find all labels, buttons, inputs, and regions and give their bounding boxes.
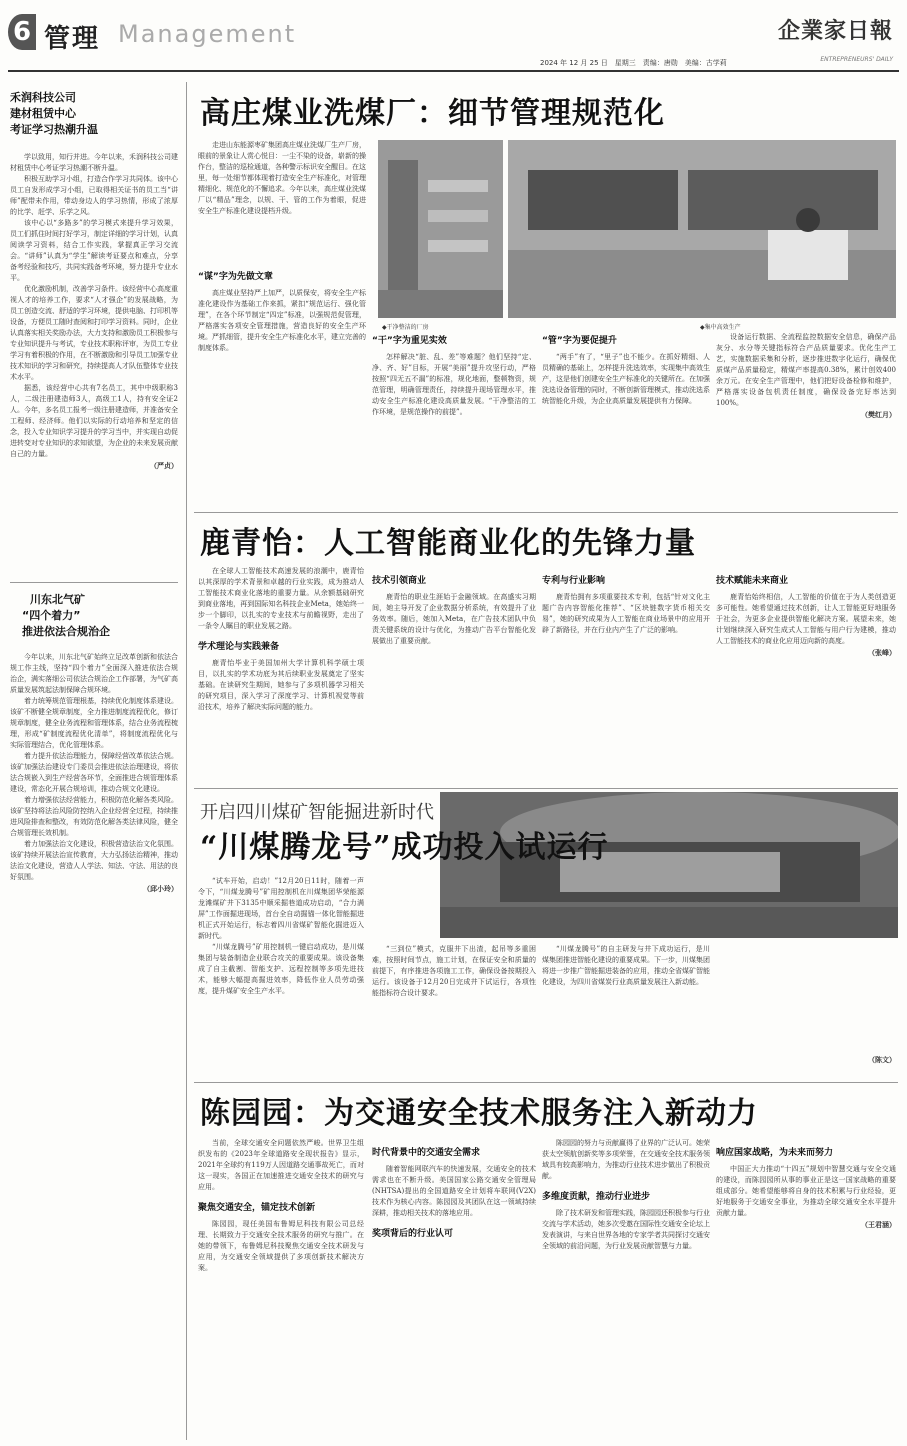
side-article-1 xyxy=(10,90,178,580)
photo-caption: ◆集中高效生产 xyxy=(700,324,741,331)
article-4-headline: 陈园园：为交通安全技术服务注入新动力 xyxy=(200,1096,758,1131)
side-article-1-title-3: 考证学习热潮升温 xyxy=(10,123,98,136)
article-3-col-3 xyxy=(542,944,710,1078)
article-3-headline: “川煤腾龙号”成功投入试运行 xyxy=(200,830,609,865)
paragraph: 该中心以“多路多”的学习模式来提升学习效果，员工们抓住时间打好学习，制定详细的学习计划，认真阅读学习资料，结合工作实践，掌握真正学习交流会。“讲师”认真为“学生”解读考证要点和难点，分享备考经验和技巧，共同实践备考环境，努力提升专业水平。 xyxy=(10,219,178,282)
paragraph: 积极互助学习小组，打造合作学习共同体。该中心员工自发形成学习小组，已取得相关证书的员工当“讲师”配带未作用，带动身边人的学习热情，形成了浓厚的比学、赶学、乐学之风。 xyxy=(10,175,178,216)
side-article-1-title-1: 禾润科技公司 xyxy=(10,91,76,104)
section-title: 管理 xyxy=(44,24,101,54)
paragraph: 随着智能网联汽车的快速发展，交通安全的技术需求也在不断升级。美国国家公路交通安全管理局(NHTSA)提出的全国道路安全计划将车联网(V2X)技术作为核心内容。陈园园及其团队在这一领域持续深耕，推动相关技术的落地应用。 xyxy=(372,1165,536,1217)
header-rule xyxy=(8,70,899,72)
subheading: 聚焦交通安全，锚定技术创新 xyxy=(198,1203,316,1213)
page-number: 6 xyxy=(8,14,36,50)
paragraph: “三到位”模式，克服井下出渣，起吊等多重困难，按照时间节点，施工计划，在保证安全和质量的前提下，有序推进各项施工工作，确保设备按期投入运行。该设备于12月20日完成井下试运行，各项性能指标符合设计要求。 xyxy=(372,945,536,997)
subheading: 多维度贡献，推动行业进步 xyxy=(542,1192,651,1202)
subheading: 响应国家战略，为未来而努力 xyxy=(716,1148,834,1158)
paragraph: 学以致用，知行并进。今年以来，禾润科技公司建材租赁中心考证学习热潮不断升温。 xyxy=(10,153,178,172)
paragraph: 据悉，该经营中心共有7名员工，其中中级职称3人，二级注册建造师3人，高级工1人，持有安全证2人。今年，多名员工报考一级注册建造师，并准备安全工程师、经济师。他们以实际的行动培养和坚定的信念，投入专业知识学习提升的学习当中，并实现自动促进转变对专业知识的求知欲望，为企业的未来发展贡献自己的力量。 xyxy=(10,384,178,458)
byline: （张峰） xyxy=(868,648,896,657)
article-2-col-2 xyxy=(372,566,536,784)
article-1-col-3 xyxy=(542,332,710,510)
subheading: 专利与行业影响 xyxy=(542,576,606,586)
paragraph: “两手”有了，“里子”也不能少。在抓好精细、人员精确的基础上，怎样提升洗选效率，实现集中高效生产，这是他们创建安全生产标准化的关键所在。在加强洗选设备管理的同时，不断创新管理模式，推动洗选系统智能化升级，为企业高质量发展提供有力保障。 xyxy=(542,353,710,405)
article-3-col-2 xyxy=(372,944,536,1078)
subheading: “干”字为重见实效 xyxy=(372,336,447,346)
control-room-photo xyxy=(508,140,896,318)
paragraph: 走进山东能源枣矿集团高庄煤业洗煤厂生产厂房，眼前的景象让人赏心悦目：一尘不染的设备，崭新的操作台，整洁的巡检通道，各种警示标识安全醒目。在这里，每一处细节都体现着打造安全生产标准化，对管理精细化、规范化的不懈追求。今年以来，高庄煤业洗煤厂以“精品”理念，以规、干、管的工作为着眼，促进安全生产标准化建设提档升级。 xyxy=(198,141,366,215)
article-3-kicker: 开启四川煤矿智能掘进新时代 xyxy=(200,802,434,823)
divider xyxy=(194,1082,898,1083)
paragraph: 今年以来，川东北气矿始终立足改革创新和依法合规工作主线，坚持“四个着力”全面深入推进依法合规治企，满实落细公司依法合规治企工作部署，为气矿高质量发展筑起法制保障合规环境。 xyxy=(10,653,178,694)
paragraph: 中国正大力推动“十四五”规划中智慧交通与安全交通的建设，而陈园园所从事的事业正是这一国家战略的重要组成部分。她希望能够将自身的技术积累与行业经验，更好地服务于交通安全事业，为推动全球交通安全水平提升贡献力量。 xyxy=(716,1165,896,1217)
newspaper-logo: 企業家日報 xyxy=(777,18,893,44)
side-article-2 xyxy=(10,592,178,1440)
side-article-2-title-2: “四个着力” xyxy=(22,609,81,622)
divider xyxy=(194,788,898,789)
divider xyxy=(194,512,898,513)
subheading: 学术理论与实践兼备 xyxy=(198,642,280,652)
paragraph: 着力提升依法治理能力，保障经营改革依法合规。该矿加强法治建设专门委员会推进依法治理建设，将依法合规嵌入到生产经营各环节，全面推进合规管理体系建设，常态化开展合规培训，推动合规文化建设。 xyxy=(10,752,178,793)
article-4-col-3 xyxy=(542,1138,710,1438)
article-2-col-4 xyxy=(716,566,896,784)
section-title-en: Management xyxy=(118,20,297,48)
article-4-col-4 xyxy=(716,1138,896,1438)
paragraph: 着力增强依法经营能力，积极防范化解各类风险。该矿坚持将法治风险防控纳入企业经营全过程，持续推进风险排查和整改，有效防范化解各类法律风险，健全合规管理长效机制。 xyxy=(10,796,178,837)
paragraph: 优化激励机制，改善学习条件。该经营中心高度重视人才的培养工作，要求“人才强企”的发展战略，为员工创造交流、舒适的学习环境，提供电脑、打印机等设备，方便员工随时查阅和打印学习资料。同时，企业认真落实相关奖励办法，大力支持和激励员工积极参与专业知识提升与考试，专业技术职称评审，为员工专业学习有着积极的作用，在不断激励和引导员工加强专业技术知识的学习和研究，持续提高人才队伍整体专业技术水平。 xyxy=(10,285,178,381)
paragraph: 陈园园，现任美国布鲁姆尼科技有限公司总经理、长期致力于交通安全技术服务的研究与推广。在她的带领下，布鲁姆尼科技聚焦交通安全技术研发与应用，为交通安全领域提供了多项创新技术解决方案。 xyxy=(198,1220,364,1272)
article-4-col-1 xyxy=(198,1138,364,1438)
factory-photo xyxy=(378,140,503,318)
article-1-col-4 xyxy=(716,332,896,510)
article-2-headline: 鹿青怡：人工智能商业化的先锋力量 xyxy=(200,526,696,561)
article-1-col-1 xyxy=(198,262,366,512)
byline: （邱小玲） xyxy=(143,884,178,893)
paragraph: 在全球人工智能技术高速发展的浪潮中，鹿青怡以其深厚的学术背景和卓越的行业实践，成为推动人工智能技术商业化落地的重要力量。从余额基础研究到商业落地，再到国际知名科技企业Meta，她始终一步一个脚印，以扎实的专业技术与前瞻视野，走出了一条令人瞩目的职业发展之路。 xyxy=(198,567,364,630)
article-3-col-4 xyxy=(716,944,896,1078)
side-article-2-title-1: 川东北气矿 xyxy=(30,593,85,606)
article-1-headline: 高庄煤业洗煤厂：细节管理规范化 xyxy=(200,96,665,131)
paragraph: 当前，全球交通安全问题依然严峻。世界卫生组织发布的《2023年全球道路安全现状报告》显示，2021年全球约有119万人因道路交通事故死亡，而对这一现实，各国正在加速推进交通安全技术的研究与应用。 xyxy=(198,1139,364,1191)
divider xyxy=(10,582,178,583)
byline: （陈文） xyxy=(868,1055,896,1064)
article-3-col-1 xyxy=(198,876,364,1078)
paragraph: “川煤龙腾号”的自主研发与井下成功运行，是川煤集团推进智能化建设的重要成果。下一步，川煤集团将进一步推广智能掘进装备的应用，推动全省煤矿智能化建设，为四川省煤炭行业高质量发展注入新动能。 xyxy=(542,945,710,986)
paragraph: 高庄煤业坚持严上加严，以质保安，将安全生产标准化建设作为基础工作来抓，紧扣“规范运行、强化管理”，在各个环节制定“四定”标准，以强规范促管理，严格落实各项安全管理措施，营造良好的安全生产环境。严抓细管，提升安全生产标准化水平，建立完善的制度体系。 xyxy=(198,289,366,352)
article-2-col-1 xyxy=(198,566,364,784)
photo-caption: ◆干净整洁的厂房 xyxy=(382,324,429,331)
subheading: 技术引领商业 xyxy=(372,576,427,586)
paragraph: 着力加强法治文化建设，积极营造法治文化氛围。该矿持续开展法治宣传教育，大力弘扬法治精神，推动法治文化建设，营造人人学法、知法、守法、用法的良好氛围。 xyxy=(10,840,178,881)
column-divider xyxy=(186,82,187,1440)
subheading: 时代背景中的交通安全需求 xyxy=(372,1148,481,1158)
paragraph: 除了技术研发和管理实践，陈园园还积极参与行业交流与学术活动，她多次受邀在国际性交通安全论坛上发表演讲，与来自世界各地的专家学者共同探讨交通安全领域的前沿问题，为行业发展贡献智慧与力量。 xyxy=(542,1209,710,1250)
subheading: “管”字为要促提升 xyxy=(542,336,617,346)
article-1-lede xyxy=(198,140,366,260)
article-4-col-2 xyxy=(372,1138,536,1438)
paragraph: 设备运行数据、全流程监控数据安全信息，确保产品灰分、水分等关键指标符合产品质量要求。优化生产工艺，实施数据采集和分析，逐步推进数字化运行，确保优质煤产品质量稳定，精煤产率提高0.38%，累计创效400余万元。在安全生产管理中，他们把好设备检修和维护，严格落实设备包机责任制度，确保设备完好率达到100%。 xyxy=(716,333,896,407)
paragraph: 鹿青怡的职业生涯始于金融领域。在高盛实习期间，她主导开发了企业数据分析系统，有效提升了业务效率。随后，她加入Meta，在广告技术团队中负责关键系统的设计与优化，为推动广告平台智能化发展做出了重要贡献。 xyxy=(372,593,536,645)
masthead xyxy=(0,0,907,67)
side-article-2-title-3: 推进依法合规治企 xyxy=(22,625,110,638)
side-article-1-title-2: 建材租赁中心 xyxy=(10,107,76,120)
paragraph: 鹿青怡拥有多项重要技术专利，包括“针对文化主题广告内容智能化推荐”、“区块链数字货币相关交易”，她的研究成果为人工智能在商业场景中的应用开辟了新路径，并在行业内产生了广泛的影响。 xyxy=(542,593,710,634)
article-1-col-2 xyxy=(372,332,536,510)
paragraph: 鹿青怡始终相信，人工智能的价值在于为人类创造更多可能性。她希望通过技术创新，让人工智能更好地服务于社会，为更多企业提供智能化解决方案。展望未来，她计划继续深入研究生成式人工智能与用户行为建模，推动人工智能技术的商业化应用迈向新的高度。 xyxy=(716,593,896,645)
paragraph: “试车开始，启动！”12月20日11时，随着一声令下，“川煤龙腾号”矿用控制机在川煤集团华荣能源龙滩煤矿井下3135中顺采掘巷道成功启动，“合力满屏”工作面掘进现场，首台全自动掘锚一体化智能掘进机正式开始运行，标志着四川省煤矿智能化掘进迈入新时代。 xyxy=(198,877,364,940)
byline: （王君涵） xyxy=(861,1220,896,1229)
paragraph: 着力统筹规范管理根基，持续优化制度体系建设。该矿不断健全规章制度，全力推进制度流程优化，修订规章制度，健全业务流程和管理体系，结合业务流程梳理，形成“矿制度流程优化清单”，将制度流程优化与实际管理结合，优化管理体系。 xyxy=(10,697,178,749)
byline: （樊红月） xyxy=(861,410,896,419)
byline: （严贞） xyxy=(150,461,178,470)
subheading: “谋”字为先做文章 xyxy=(198,272,273,282)
paragraph: 怎样解决“脏、乱、差”等难题？他们坚持“定、净、齐、好”目标，开展“美丽”提升攻坚行动，严格按照“四无五不漏”的标准，规化地面，整顿物资，规范管理，明确管理责任，持续提升现场管理水平，推动安全生产标准化建设高质量发展。“干净整洁的工作环境，是规范操作的前提”。 xyxy=(372,353,536,416)
article-2-col-3 xyxy=(542,566,710,784)
newspaper-logo-en: ENTREPRENEURS' DAILY xyxy=(820,56,893,63)
paragraph: 鹿青怡毕业于美国加州大学计算机科学硕士项目，以扎实的学术功底为其后续职业发展奠定了坚实基础。在读研究生期间，她参与了多项机器学习相关的研究项目，深入学习了深度学习、计算机视觉等前沿技术，培养了解决实际问题的能力。 xyxy=(198,659,364,711)
subheading: 技术赋能未来商业 xyxy=(716,576,789,586)
paragraph: “川煤龙腾号”矿用控制机一键启动成功，是川煤集团与装备制造企业联合攻关的重要成果。该设备集成了自主截割、智能支护、远程控制等多项先进技术，能够大幅提高掘进效率，降低作业人员劳动强度，提升煤矿安全生产水平。 xyxy=(198,943,364,995)
subheading: 奖项背后的行业认可 xyxy=(372,1229,454,1239)
dateline: 2024 年 12 月 25 日 星期三 责编：唐勋 美编：古学莉 xyxy=(540,59,727,67)
paragraph: 陈园园的努力与贡献赢得了业界的广泛认可。她荣获太空领航创新奖等多项荣誉，在交通安全技术服务领域具有较高影响力，为推动行业技术进步做出了积极贡献。 xyxy=(542,1139,710,1180)
